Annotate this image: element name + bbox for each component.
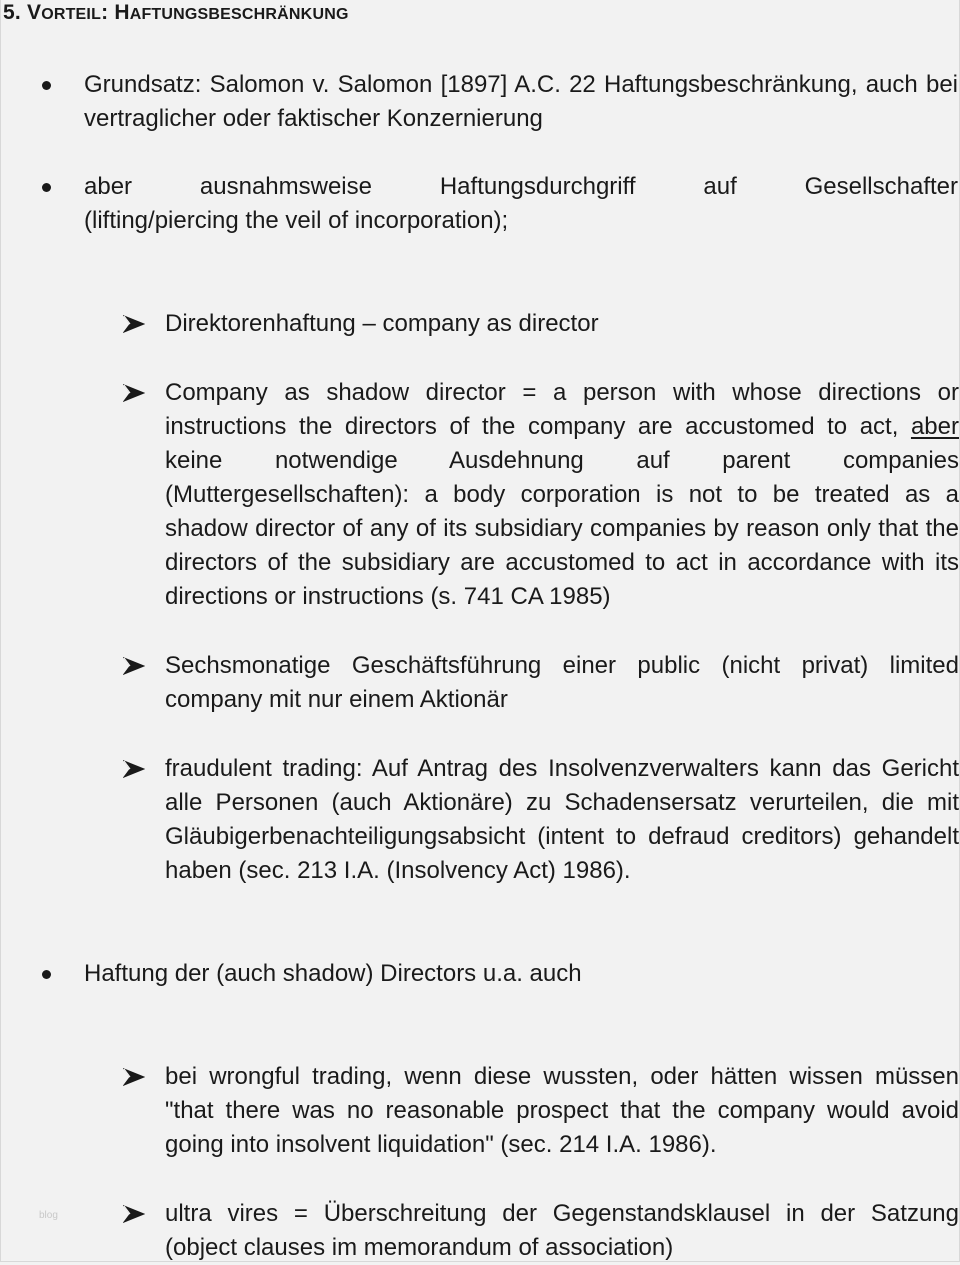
- sub-list-item: [165, 307, 959, 341]
- sub-list-item: [165, 376, 959, 614]
- bullet-text-line1: aber ausnahmsweise Haftungsdurchgriff auf Gesellschafter: [84, 173, 958, 200]
- heading-initial-h: H: [114, 1, 130, 24]
- underlined-word: aber: [910, 413, 959, 440]
- heading-initial-v: V: [26, 1, 42, 24]
- arrowhead-bullet-icon: [123, 315, 145, 333]
- watermark: blog: [39, 1210, 58, 1221]
- sub-list-item: [165, 752, 959, 888]
- heading-number: 5.: [3, 1, 21, 24]
- heading-colon: :: [101, 1, 109, 24]
- bullet-text-line2: (lifting/piercing the veil of incorporation);: [84, 207, 509, 234]
- sub-item-text: Sechsmonatige Geschäftsführung einer public (nicht privat) limited company mit nur einem Aktionär: [165, 652, 959, 713]
- heading-smallcaps-1: ORTEIL: [41, 6, 102, 23]
- bullet-dot-icon: [42, 970, 51, 979]
- sub-item-text-cont: keine notwendige Ausdehnung auf parent companies (Muttergesellschaften): a body corporation is not to be treated as a shadow director of any of its subsidiary companies by reason only that the directors of the subsidiary are accustomed to act in accordance with its directions or instructions (s. 741 CA 1985): [165, 447, 959, 610]
- sub-item-text: Company as shadow director = a person with whose directions or instructions the directors of the company are accustomed to act,: [165, 379, 959, 440]
- sub-item-text: Direktorenhaftung – company as director: [165, 310, 599, 337]
- bullet-dot-icon: [42, 81, 51, 90]
- bullet-text: Haftung der (auch shadow) Directors u.a. auch: [84, 960, 582, 987]
- section-heading: [3, 0, 349, 28]
- arrowhead-bullet-icon: [123, 1205, 145, 1223]
- sub-item-text: ultra vires = Überschreitung der Gegenstandsklausel in der Satzung (object clauses im memorandum of association): [165, 1200, 959, 1261]
- arrowhead-bullet-icon: [123, 384, 145, 402]
- bullet-item: [84, 170, 958, 238]
- bullet-dot-icon: [42, 183, 51, 192]
- sub-list-item: [165, 649, 959, 717]
- bullet-item: [84, 957, 958, 991]
- arrowhead-bullet-icon: [123, 760, 145, 778]
- sub-item-text: bei wrongful trading, wenn diese wussten, oder hätten wissen müssen "that there was no reasonable prospect that the company would avoid going into insolvent liquidation" (sec. 214 I.A. 1986).: [165, 1063, 959, 1158]
- sub-list-item: [165, 1060, 959, 1162]
- sub-list-item: [165, 1197, 959, 1265]
- bullet-item: [84, 68, 958, 136]
- heading-smallcaps-2: AFTUNGSBESCHRÄNKUNG: [129, 6, 349, 23]
- bullet-text: Grundsatz: Salomon v. Salomon [1897] A.C. 22 Haftungsbeschränkung, auch bei vertraglicher oder faktischer Konzernierung: [84, 71, 958, 132]
- arrowhead-bullet-icon: [123, 657, 145, 675]
- sub-item-text: fraudulent trading: Auf Antrag des Insolvenzverwalters kann das Gericht alle Personen (auch Aktionäre) zu Schadensersatz verurteilen, die mit Gläubigerbenachteiligungsabsicht (intent to defraud creditors) gehandelt haben (sec. 213 I.A. (Insolvency Act) 1986).: [165, 755, 959, 884]
- arrowhead-bullet-icon: [123, 1068, 145, 1086]
